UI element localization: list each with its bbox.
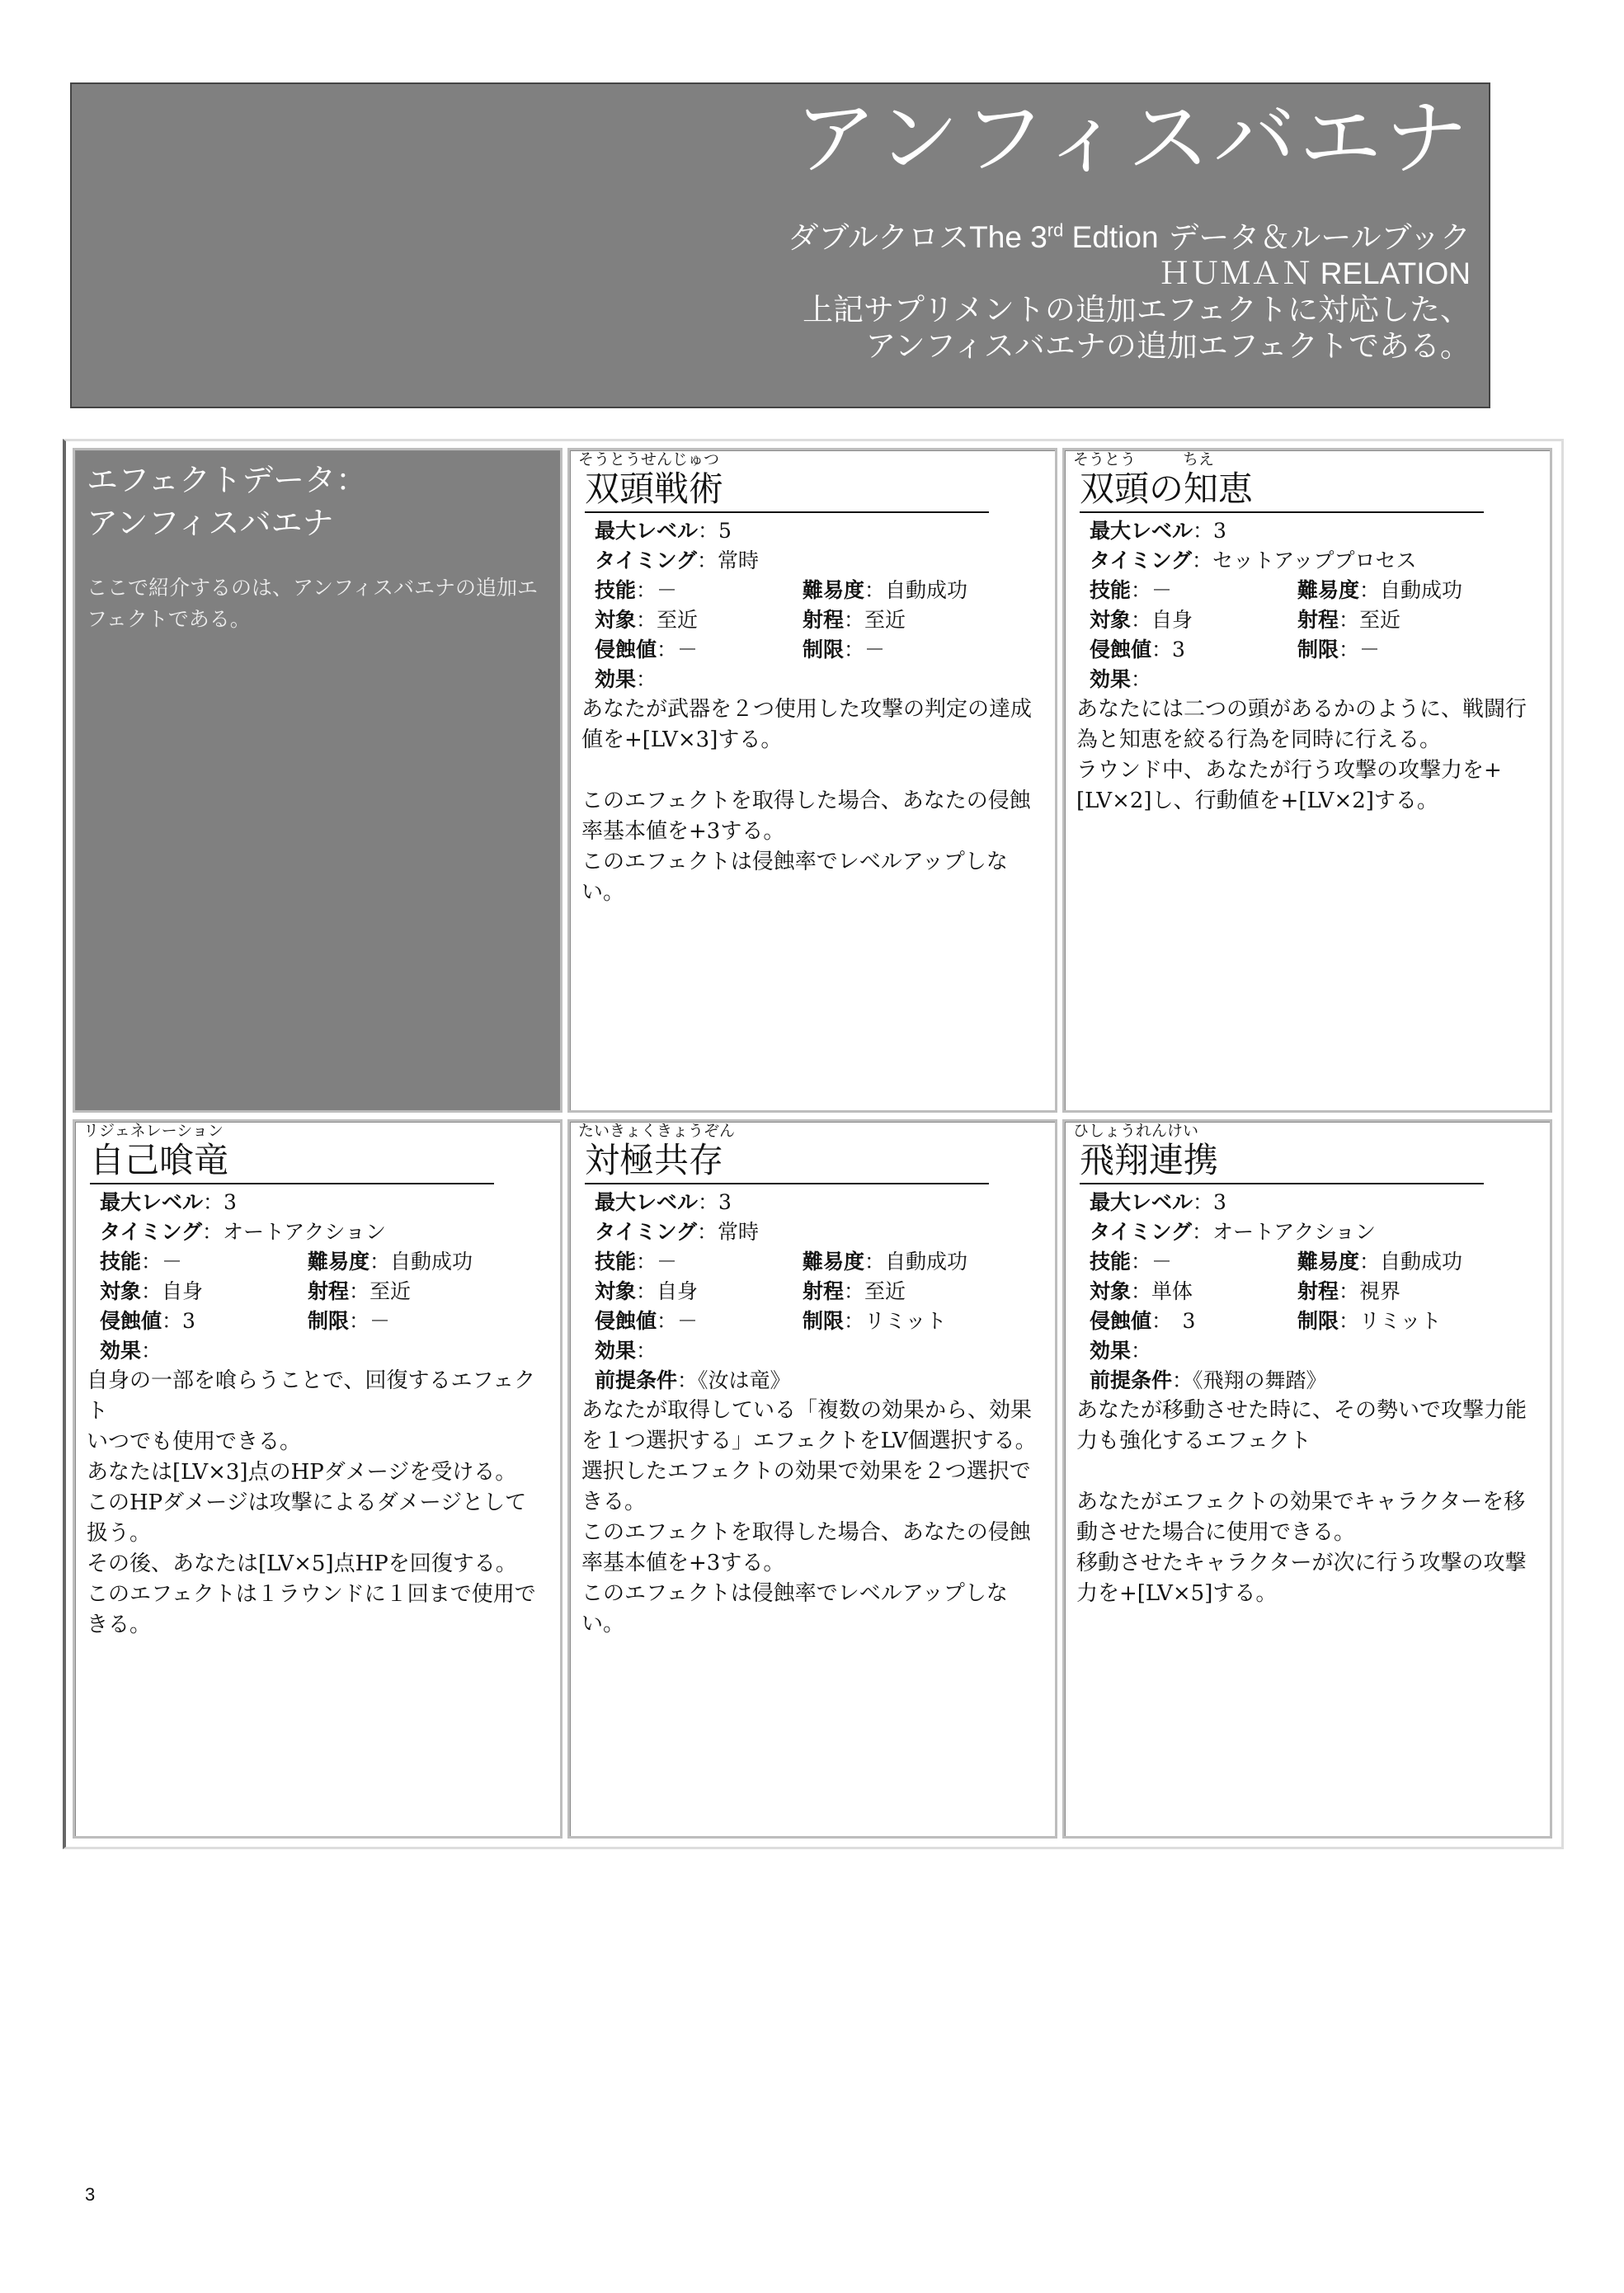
effect-name: 飛翔連携 — [1080, 1140, 1484, 1184]
effect-name: 対極共存 — [585, 1140, 989, 1184]
effect-table — [63, 439, 1564, 1849]
effect-name: 自己喰竜 — [90, 1140, 494, 1184]
effect-label-row: 効果： — [1090, 1339, 1152, 1363]
effect-stats — [75, 1188, 560, 1366]
effect-stats — [570, 516, 1055, 694]
effect-label-row: 効果： — [1090, 667, 1152, 691]
effect-label-row: 効果： — [100, 1339, 162, 1363]
effect-text-line: 選択したエフェクトの効果で効果を２つ選択できる。 — [581, 1459, 1031, 1514]
effect-text-line: いつでも使用できる。 — [87, 1429, 302, 1454]
timing-row: タイミング：常時 — [595, 1220, 760, 1244]
effect-name: 双頭の知恵 — [1080, 468, 1484, 513]
supplement-name-a: ＨＵＭＡＮ — [1159, 256, 1312, 292]
timing-row: タイミング：セットアッププロセス — [1090, 549, 1417, 572]
skill-row: 技能：－ 難易度：自動成功 — [1090, 1250, 1463, 1274]
effect-card — [567, 1119, 1057, 1839]
effect-text-line: あなたが取得している「複数の効果から、効果を１つ選択する」エフェクトをLV個選択する。 — [581, 1398, 1037, 1453]
page-number: 3 — [85, 2184, 96, 2205]
header-desc-2: アンフィスバエナの追加エフェクトである。 — [865, 328, 1471, 365]
target-row: 対象：至近 射程：至近 — [595, 608, 906, 632]
erosion-row: 侵蝕値： 3 制限：リミット — [1090, 1309, 1442, 1333]
series-name: ダブルクロス — [788, 219, 970, 256]
effect-text-line: あなたが移動させた時に、その勢いで攻撃力能力も強化するエフェクト — [1076, 1398, 1528, 1453]
skill-row: 技能：－ 難易度：自動成功 — [1090, 578, 1463, 602]
supplement-name — [72, 256, 1471, 292]
intro-title-2: アンフィスバエナ — [87, 505, 334, 541]
intro-title-1: エフェクトデータ： — [87, 462, 368, 498]
page-title: アンフィスバエナ — [794, 90, 1471, 186]
effect-text-line: このエフェクトを取得した場合、あなたの侵蝕率基本値を+3する。 — [581, 789, 1031, 844]
effect-text-line: 移動させたキャラクターが次に行う攻撃の攻撃力を+[LV×5]する。 — [1076, 1551, 1527, 1606]
effect-text-line — [581, 756, 1040, 786]
effect-ruby: ひしょうれんけい — [1073, 1122, 1199, 1140]
effect-name: 双頭戦術 — [585, 468, 989, 513]
effect-text-line: このエフェクトは１ラウンドに１回まで使用できる。 — [87, 1582, 536, 1637]
effect-body — [570, 1396, 1055, 1640]
max-level-row: 最大レベル：3 — [1090, 519, 1226, 543]
max-level-row: 最大レベル：3 — [100, 1190, 237, 1214]
effect-stats — [1065, 1188, 1550, 1396]
effect-text-line: このHPダメージは攻撃によるダメージとして扱う。 — [87, 1490, 527, 1546]
erosion-row: 侵蝕値：3 制限：－ — [100, 1309, 391, 1333]
effect-text-line: このエフェクトは侵蝕率でレベルアップしない。 — [581, 1581, 1008, 1636]
max-level-row: 最大レベル：5 — [595, 519, 732, 543]
edition-superscript: rd — [1047, 220, 1064, 241]
max-level-row: 最大レベル：3 — [595, 1190, 732, 1214]
skill-row: 技能：－ 難易度：自動成功 — [595, 578, 968, 602]
effect-stats — [1065, 516, 1550, 694]
effect-card — [567, 448, 1057, 1113]
effect-text-line: ラウンド中、あなたが行う攻撃の攻撃力を+[LV×2]し、行動値を+[LV×2]する。 — [1076, 758, 1502, 813]
edition-the: The 3rd Edtion — [969, 220, 1159, 255]
effect-card — [1062, 448, 1552, 1113]
target-row: 対象：自身 射程：至近 — [1090, 608, 1401, 632]
skill-row: 技能：－ 難易度：自動成功 — [595, 1250, 968, 1274]
effect-text-line: あなたには二つの頭があるかのように、戦闘行為と知恵を絞る行為を同時に行える。 — [1076, 697, 1528, 752]
book-name: データ＆ルールブック — [1158, 219, 1471, 256]
effect-body — [570, 694, 1055, 908]
max-level-row: 最大レベル：3 — [1090, 1190, 1226, 1214]
prereq-row: 前提条件：《汝は竜》 — [595, 1368, 791, 1392]
timing-row: タイミング：常時 — [595, 549, 760, 572]
effect-text-line: その後、あなたは[LV×5]点HPを回復する。 — [87, 1551, 517, 1576]
effect-ruby: リジェネレーション — [83, 1122, 224, 1140]
effect-label-row: 効果： — [595, 1339, 657, 1363]
erosion-row: 侵蝕値：－ 制限：－ — [595, 638, 886, 662]
skill-row: 技能：－ 難易度：自動成功 — [100, 1250, 473, 1274]
effect-ruby: たいきょくきょうぞん — [578, 1122, 736, 1140]
erosion-row: 侵蝕値：3 制限：－ — [1090, 638, 1381, 662]
source-book-line — [72, 213, 1471, 256]
effect-text-line: このエフェクトを取得した場合、あなたの侵蝕率基本値を+3する。 — [581, 1520, 1031, 1575]
effect-body — [1065, 1396, 1550, 1609]
effect-label-row: 効果： — [595, 667, 657, 691]
effect-text-line: あなたがエフェクトの効果でキャラクターを移動させた場合に使用できる。 — [1076, 1490, 1526, 1545]
erosion-row: 侵蝕値：－ 制限：リミット — [595, 1309, 947, 1333]
effect-stats — [570, 1188, 1055, 1396]
effect-body — [1065, 694, 1550, 817]
timing-row: タイミング：オートアクション — [1090, 1220, 1377, 1244]
header-desc-1: 上記サプリメントの追加エフェクトに対応した、 — [803, 292, 1471, 328]
title-banner — [70, 82, 1490, 408]
target-row: 対象：自身 射程：至近 — [595, 1279, 906, 1303]
timing-row: タイミング：オートアクション — [100, 1220, 387, 1244]
effect-ruby: そうとう ちえ — [1073, 450, 1215, 468]
target-row: 対象：単体 射程：視界 — [1090, 1279, 1401, 1303]
intro-cell — [73, 448, 563, 1113]
effect-text-line — [1076, 1457, 1535, 1487]
effect-text-line: あなたは[LV×3]点のHPダメージを受ける。 — [87, 1460, 517, 1485]
effect-body — [75, 1366, 560, 1641]
effect-text-line: 自身の一部を喰らうことで、回復するエフェクト — [87, 1368, 536, 1424]
supplement-name-b: RELATION — [1311, 257, 1471, 291]
effect-text-line: このエフェクトは侵蝕率でレベルアップしない。 — [581, 850, 1008, 905]
effect-text-line: あなたが武器を２つ使用した攻撃の判定の達成値を+[LV×3]する。 — [581, 697, 1033, 752]
target-row: 対象：自身 射程：至近 — [100, 1279, 412, 1303]
intro-description: ここで紹介するのは、アンフィスバエナの追加エフェクトである。 — [87, 576, 539, 631]
effect-ruby: そうとうせんじゅつ — [578, 450, 720, 468]
prereq-row: 前提条件：《飛翔の舞踏》 — [1090, 1368, 1327, 1392]
effect-card — [73, 1119, 563, 1839]
effect-card — [1062, 1119, 1552, 1839]
